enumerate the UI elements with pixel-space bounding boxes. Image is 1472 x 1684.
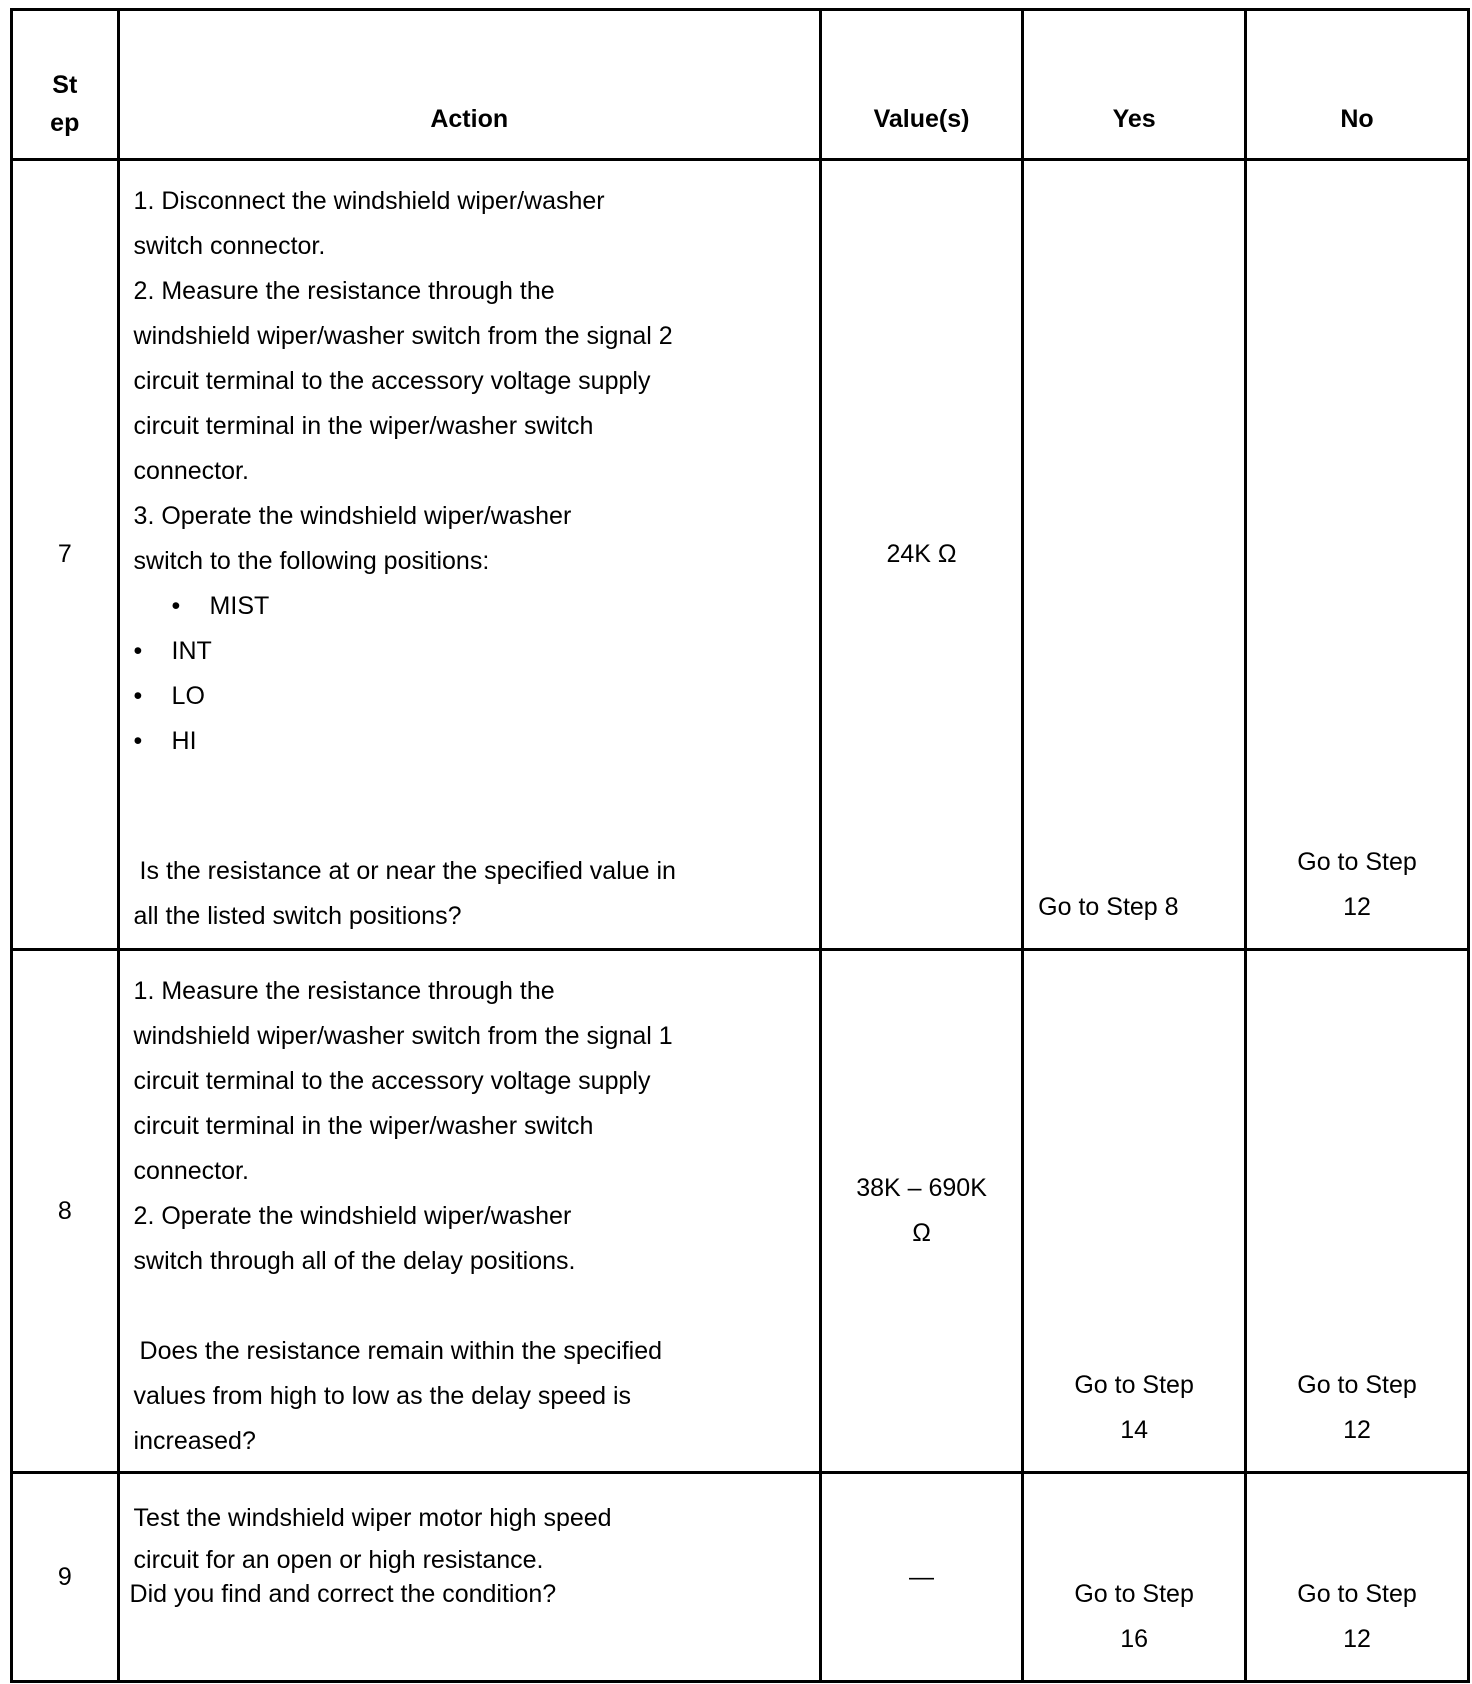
action-line: circuit terminal to the accessory voltage supply: [133, 1067, 651, 1095]
question-line: increased?: [133, 1427, 256, 1455]
step-number: 7: [12, 160, 119, 950]
action-line: circuit terminal in the wiper/washer switch: [133, 1112, 594, 1140]
action-line: 2. Operate the windshield wiper/washer: [133, 1202, 572, 1230]
header-step-line2: ep: [50, 109, 80, 137]
no-cell: Go to Step 12: [1246, 950, 1469, 1473]
value-cell: —: [820, 1473, 1022, 1682]
yes-cell: Go to Step 16: [1023, 1473, 1246, 1682]
no-cell: Go to Step 12: [1246, 1473, 1469, 1682]
header-step-line1: St: [52, 71, 78, 99]
action-line: windshield wiper/washer switch from the signal 2: [133, 322, 673, 350]
table-row-step-7: [12, 160, 1469, 950]
step-number: 9: [12, 1473, 119, 1682]
action-line: windshield wiper/washer switch from the signal 1: [133, 1022, 673, 1050]
diagnostic-table: [10, 8, 1470, 1683]
question-line: values from high to low as the delay speed is: [133, 1382, 632, 1410]
action-line: circuit terminal to the accessory voltage supply: [133, 367, 651, 395]
header-values: Value(s): [820, 10, 1022, 160]
table-row-step-8: [12, 950, 1469, 1473]
question-line: Is the resistance at or near the specified value in: [139, 857, 676, 885]
bullet-item: • MIST: [134, 584, 809, 629]
action-line: switch through all of the delay positions.: [133, 1247, 576, 1275]
header-yes: Yes: [1023, 10, 1246, 160]
question-line: Does the resistance remain within the specified: [139, 1337, 663, 1365]
action-line: switch connector.: [133, 232, 326, 260]
header-step: [12, 10, 119, 160]
action-line: connector.: [133, 457, 249, 485]
header-row: [12, 10, 1469, 160]
bullet-icon: •: [171, 592, 181, 620]
table-row-step-9: [12, 1473, 1469, 1682]
action-cell: [118, 950, 820, 1473]
action-cell: [118, 1473, 820, 1682]
value-cell: 24K Ω: [820, 160, 1022, 950]
header-no: No: [1246, 10, 1469, 160]
value-cell: 38K – 690K Ω: [820, 950, 1022, 1473]
action-line: 1. Measure the resistance through the: [133, 977, 555, 1005]
action-line: Did you find and correct the condition?: [129, 1580, 557, 1608]
no-cell: Go to Step 12: [1246, 160, 1469, 950]
bullet-item: • HI: [134, 719, 809, 764]
bullet-icon: •: [133, 727, 143, 755]
action-line: Test the windshield wiper motor high speed: [133, 1504, 612, 1532]
bullet-icon: •: [133, 682, 143, 710]
bullet-item: • LO: [134, 674, 809, 719]
yes-cell: [1023, 160, 1246, 950]
action-line: connector.: [133, 1157, 249, 1185]
action-cell: [118, 160, 820, 950]
action-line: 1. Disconnect the windshield wiper/washer: [133, 187, 605, 215]
step-number: 8: [12, 950, 119, 1473]
bullet-icon: •: [133, 637, 143, 665]
question-line: all the listed switch positions?: [133, 902, 462, 930]
action-line: circuit for an open or high resistance.: [133, 1546, 544, 1574]
yes-cell: Go to Step 14: [1023, 950, 1246, 1473]
action-line: switch to the following positions:: [133, 547, 490, 575]
yes-text: Go to Step 8: [1038, 893, 1179, 921]
bullet-item: • INT: [134, 629, 809, 674]
action-line: circuit terminal in the wiper/washer switch: [133, 412, 594, 440]
action-line: 2. Measure the resistance through the: [133, 277, 555, 305]
header-action: Action: [118, 10, 820, 160]
action-line: 3. Operate the windshield wiper/washer: [133, 502, 572, 530]
